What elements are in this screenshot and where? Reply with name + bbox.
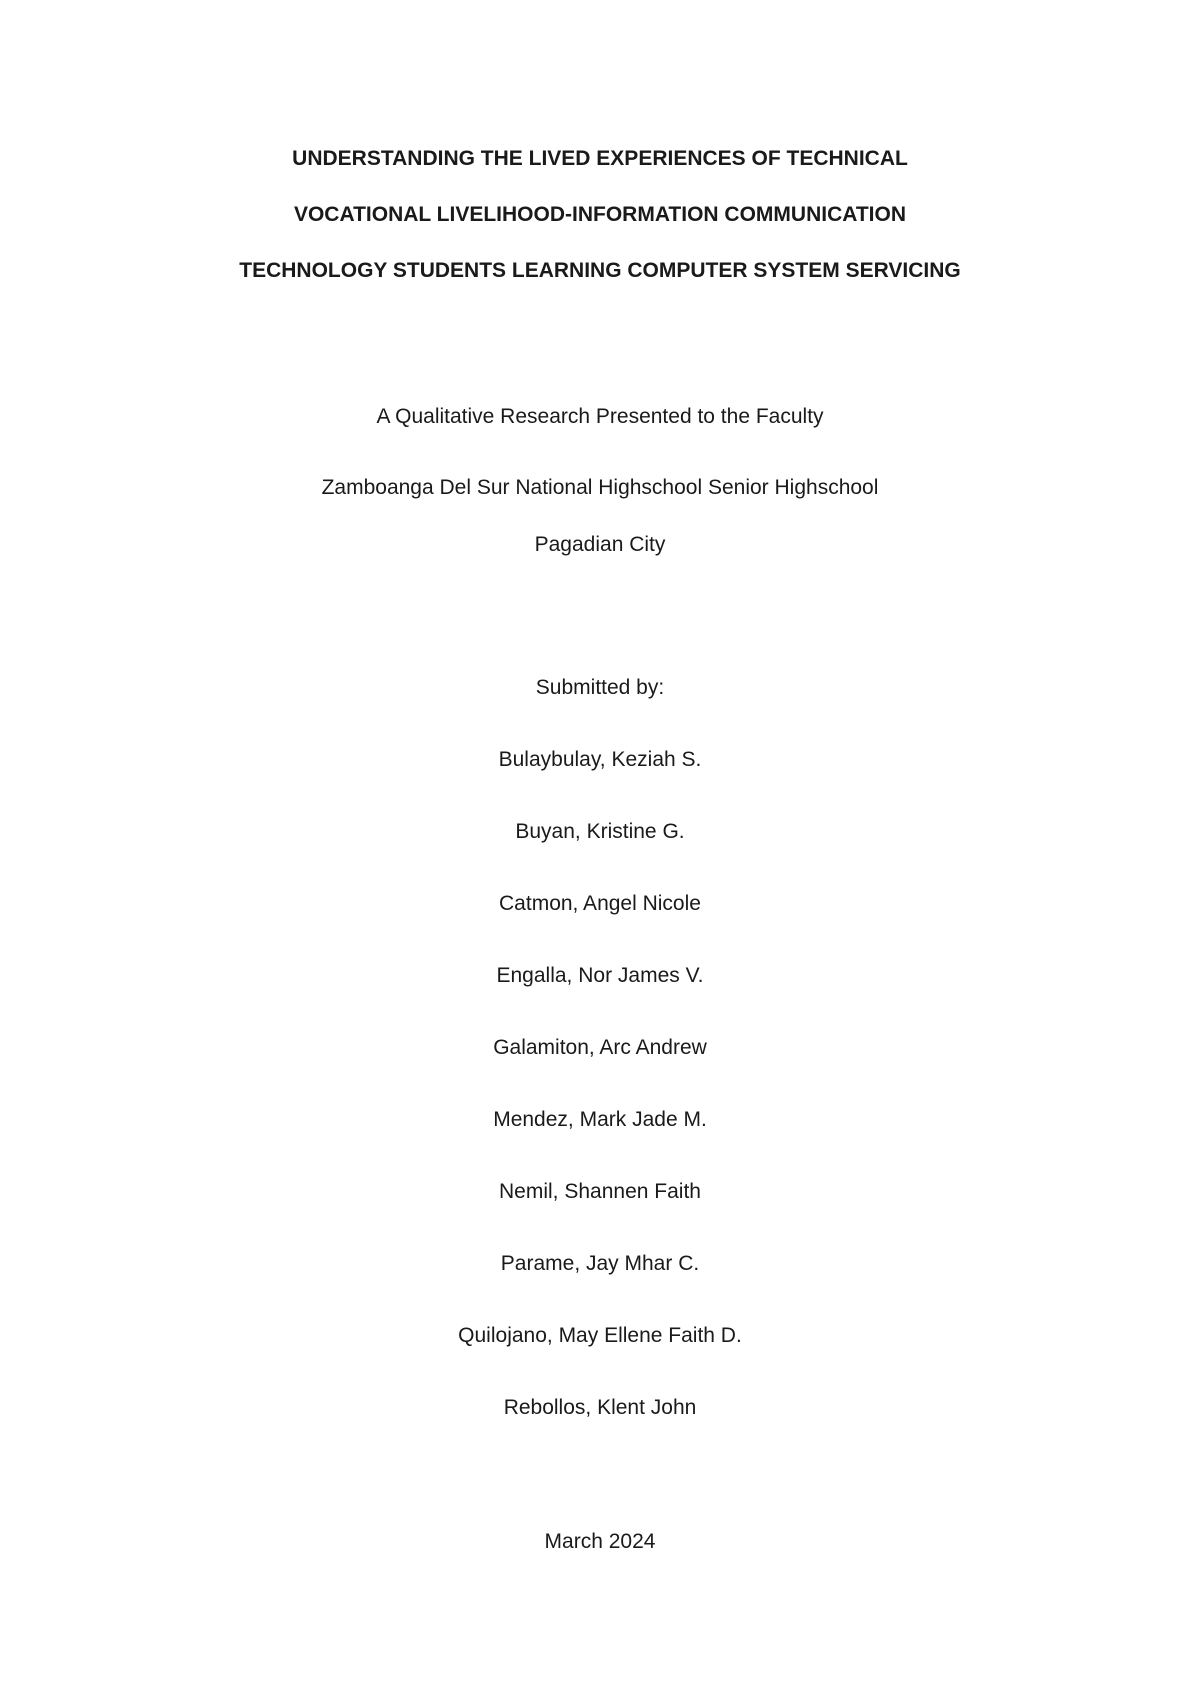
title-line-3: TECHNOLOGY STUDENTS LEARNING COMPUTER SYSTEM SERVICING [239,259,961,282]
author-name: Catmon, Angel Nicole [499,892,701,915]
author-name: Quilojano, May Ellene Faith D. [458,1324,742,1347]
author-name: Buyan, Kristine G. [515,820,685,843]
author-name: Parame, Jay Mhar C. [500,1252,700,1275]
submission-date: March 2024 [544,1530,656,1553]
submitted-by-label: Submitted by: [535,676,665,699]
title-line-1: UNDERSTANDING THE LIVED EXPERIENCES OF TECHNICAL [292,147,908,170]
author-name: Bulaybulay, Keziah S. [498,748,702,771]
author-name: Nemil, Shannen Faith [499,1180,701,1203]
presentation-line-2: Zamboanga Del Sur National Highschool Senior Highschool [321,476,879,499]
author-name: Rebollos, Klent John [503,1396,697,1419]
author-name: Mendez, Mark Jade M. [493,1108,707,1131]
title-line-2: VOCATIONAL LIVELIHOOD-INFORMATION COMMUNICATION [293,203,907,226]
presentation-line-1: A Qualitative Research Presented to the Faculty [376,405,824,428]
author-name: Galamiton, Arc Andrew [493,1036,707,1059]
author-name: Engalla, Nor James V. [496,964,704,987]
presentation-line-3: Pagadian City [534,533,666,556]
